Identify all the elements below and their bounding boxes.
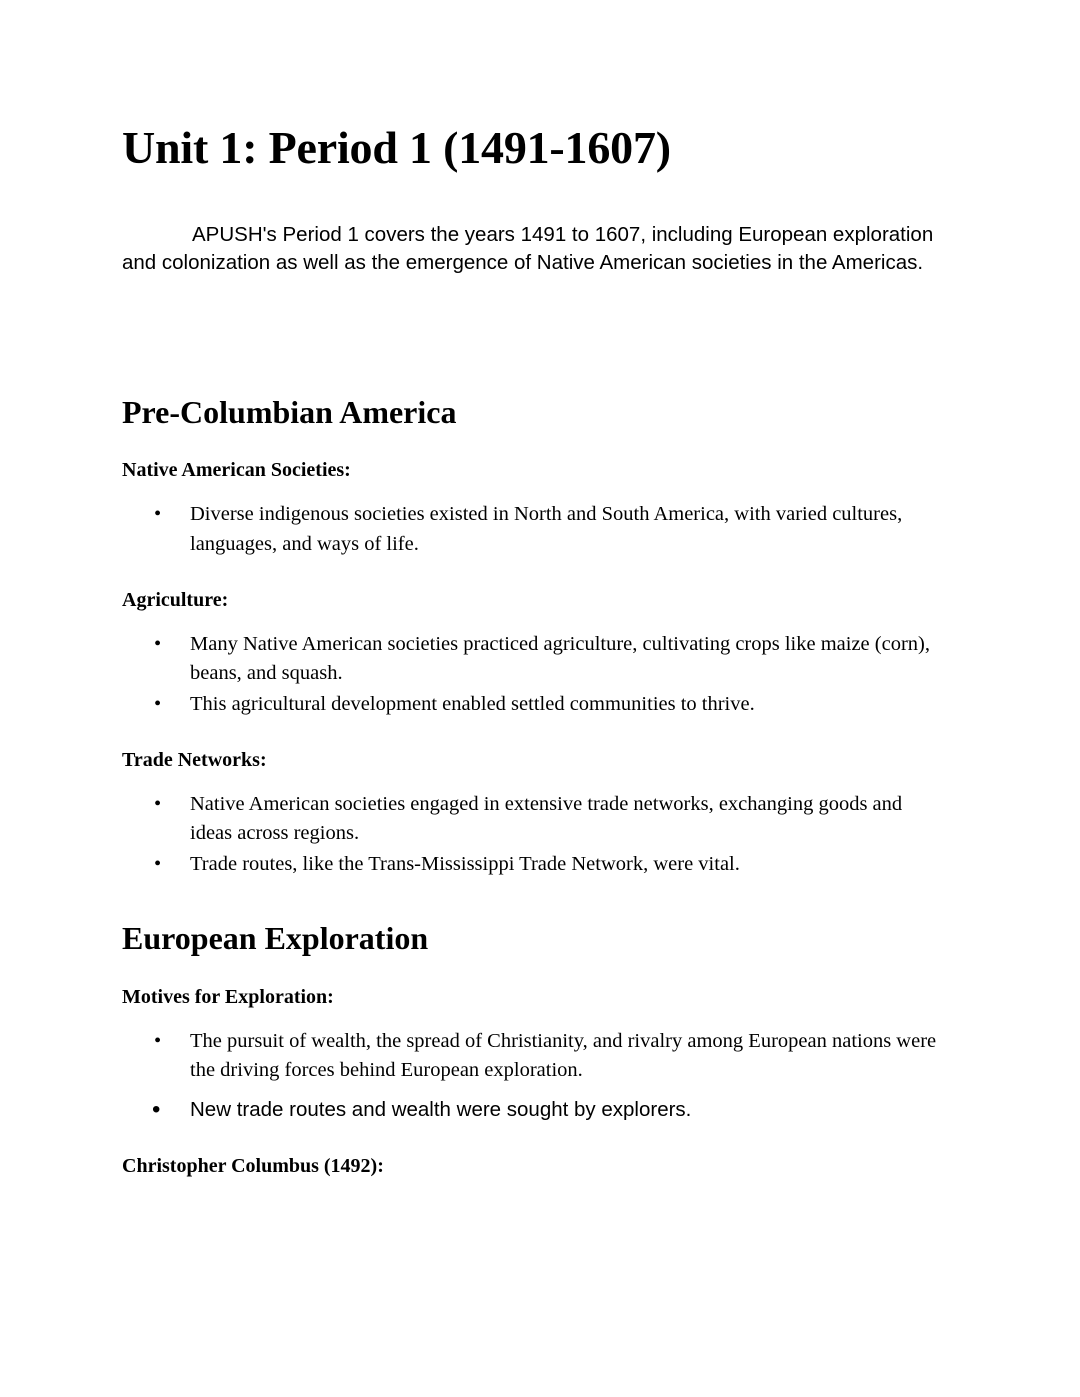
page-title: Unit 1: Period 1 (1491-1607) (122, 122, 671, 173)
list-item (122, 690, 937, 719)
intro-paragraph: APUSH's Period 1 covers the years 1491 to 1607, including European exploration and colonization as well as the emergence of Native American societies in the Americas. (122, 222, 934, 274)
subheading-motives-for-exploration: Motives for Exploration: (122, 985, 334, 1008)
bullet-icon: • (152, 1095, 161, 1123)
bullet-list (122, 483, 937, 558)
subheading-native-american-societies: Native American Societies: (122, 459, 351, 482)
section-pre-columbian-america (122, 393, 937, 879)
bullet-icon: • (154, 632, 162, 655)
list-item-text: The pursuit of wealth, the spread of Christianity, and rivalry among European nations were the driving forces behind European exploration. (190, 1029, 937, 1081)
list-item (122, 850, 937, 879)
bullet-list (122, 1010, 937, 1125)
list-item (122, 630, 937, 688)
subheading-trade-networks: Trade Networks: (122, 749, 267, 772)
list-item (122, 790, 937, 848)
section-heading: European Exploration (122, 920, 429, 957)
bullet-icon: • (154, 1029, 162, 1052)
bullet-icon: • (154, 692, 162, 715)
document-content (122, 0, 937, 1179)
list-item-text: Native American societies engaged in extensive trade networks, exchanging goods and ideas across regions. (190, 793, 903, 845)
list-item-text: Many Native American societies practiced agriculture, cultivating crops like maize (corn), beans, and squash. (190, 632, 930, 684)
subheading-christopher-columbus: Christopher Columbus (1492): (122, 1154, 384, 1177)
list-item-text: New trade routes and wealth were sought by explorers. (190, 1097, 692, 1121)
list-item (122, 1027, 937, 1085)
bullet-list (122, 613, 937, 719)
list-item-text: Trade routes, like the Trans-Mississippi Trade Network, were vital. (190, 853, 740, 876)
list-item (122, 500, 937, 558)
list-item-text: Diverse indigenous societies existed in North and South America, with varied cultures, languages, and ways of life. (190, 503, 903, 555)
subheading-agriculture: Agriculture: (122, 588, 229, 611)
bullet-icon: • (154, 503, 162, 526)
section-european-exploration (122, 881, 937, 1178)
section-spacer (122, 277, 937, 393)
list-item-text: This agricultural development enabled settled communities to thrive. (190, 692, 755, 715)
section-heading: Pre-Columbian America (122, 394, 457, 431)
bullet-list (122, 773, 937, 879)
bullet-icon: • (154, 853, 162, 876)
bullet-icon: • (154, 793, 162, 816)
list-item (122, 1095, 937, 1125)
